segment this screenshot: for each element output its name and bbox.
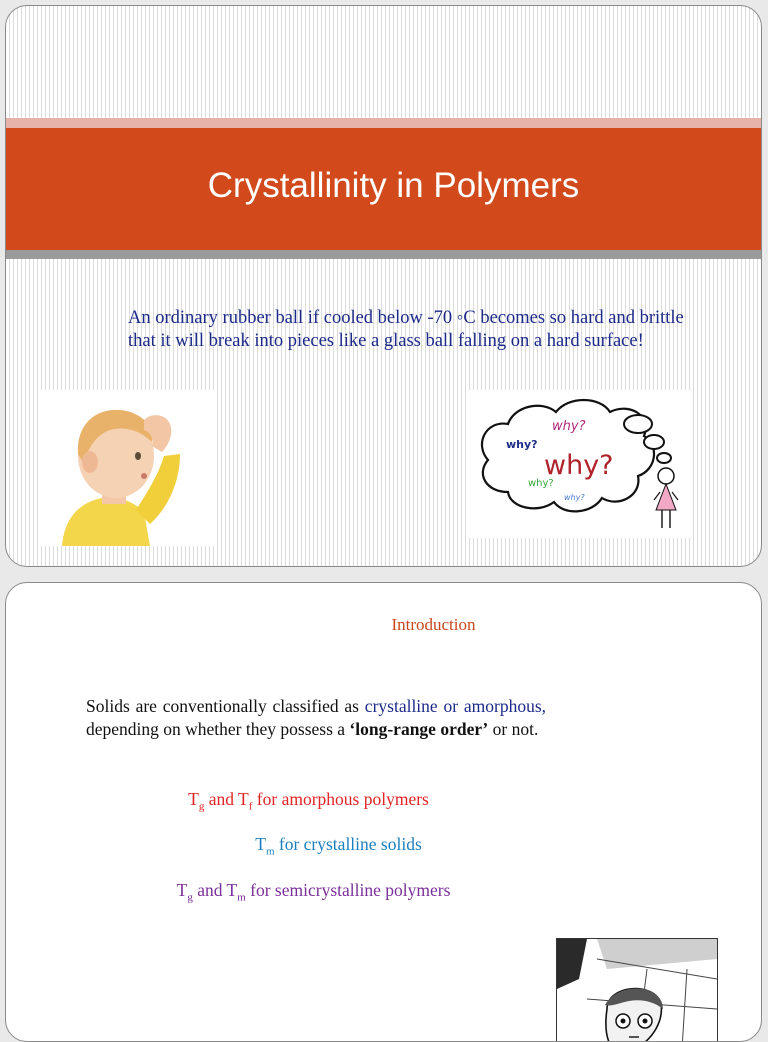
why-thought-bubble-image [468,390,692,538]
subscript-f: f [248,800,253,813]
subscript-m: m [237,891,246,904]
curious-child-image [40,390,216,546]
section-heading: Introduction [391,615,476,634]
subscript-g: g [198,800,205,813]
amorphous-transition-line [6,789,761,813]
line-description: for semicrystalline polymers [245,880,451,900]
why-word-4: why? [528,478,554,489]
title-slide [5,5,762,567]
manga-character-drawing [557,939,717,1042]
symbol-t: T [255,834,266,854]
why-word-5: why? [564,493,585,502]
semicrystalline-transition-line [6,880,761,904]
why-word-3: why? [544,450,614,481]
subscript-g: g [187,891,193,904]
intro-line-2: that it will break into pieces like a glass ball falling on a hard surface! [128,331,644,351]
connector-text: and T [204,789,249,809]
why-word-2: why? [506,438,538,451]
para-crystalline-amorphous: crystalline or amorphous, [364,696,547,716]
para-long-range-order: ‘long-range order’ [349,719,489,739]
para-text-mid: depending on whether they possess a [86,719,350,739]
line-description: for amorphous polymers [252,789,429,809]
symbol-t: T [188,789,199,809]
connector-text: and T [192,880,238,900]
intro-line-1: An ordinary rubber ball if cooled below -70 ◦C becomes so hard and brittle [128,308,684,328]
thought-bubble-illustration [468,390,692,538]
manga-illustration [556,938,718,1042]
intro-text [128,307,718,353]
line-description: for crystalline solids [274,834,422,854]
child-illustration [40,390,216,546]
divider-strip [6,250,761,259]
crystalline-transition-line [6,834,761,858]
introduction-slide [5,582,762,1042]
slide-title: Crystallinity in Polymers [207,166,580,205]
para-text-start: Solids are conventionally classified as [86,696,365,716]
why-word-1: why? [552,419,586,434]
classification-paragraph [86,695,546,741]
symbol-t: T [176,880,188,900]
para-text-end: or not. [488,719,539,739]
accent-strip [6,118,761,128]
subscript-m: m [265,845,275,858]
